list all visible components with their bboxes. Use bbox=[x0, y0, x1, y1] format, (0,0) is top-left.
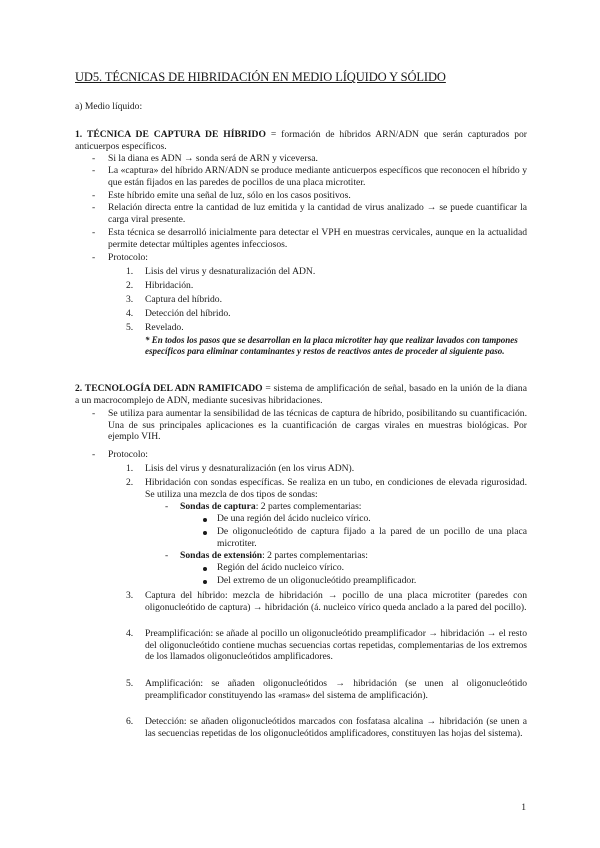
section2-step-4: Preamplificación: se añade al pocillo un oligonucleótido preamplificador → hibridación → el resto del oligonucleótido contiene muchas secuencias cortas repetidas, complementarias de los extremos de los llamados oligonucleótidos amplificadores. bbox=[145, 628, 527, 663]
dash-marker: - bbox=[92, 165, 96, 176]
section1-step-3: Captura del híbrido. bbox=[145, 294, 222, 305]
dash-marker: - bbox=[92, 190, 96, 201]
step-number: 3. bbox=[126, 590, 134, 601]
step-number: 1. bbox=[126, 266, 134, 277]
dash-marker: - bbox=[165, 550, 169, 561]
extension-probes-text: : 2 partes complementarias: bbox=[262, 550, 368, 561]
dash-marker: - bbox=[92, 153, 96, 164]
section2-intro-text: = sistema de amplificación de señal, basado en la unión de la diana a un macrocomplejo de ADN, mediante sucesivas hibridaciones. bbox=[75, 383, 527, 406]
dash-marker: - bbox=[92, 408, 96, 419]
section2-step-3: Captura del híbrido: mezcla de hibridación → pocillo de una placa microtiter (paredes con oligonucleótido de captura) → hibridación (á. nucleico vírico queda anclado a la pared del pocillo). bbox=[145, 590, 527, 613]
dash-marker: - bbox=[92, 252, 96, 263]
section1-intro bbox=[75, 129, 527, 152]
section2-step-5: Amplificación: se añaden oligonucleótidos → hibridación (se unen al oligonucleótido preamplificador constituyendo las «ramas» del sistema de amplificación). bbox=[145, 678, 527, 701]
step-number: 2. bbox=[126, 477, 134, 488]
section1-step-1: Lisis del virus y desnaturalización del ADN. bbox=[145, 266, 316, 277]
dash-marker: - bbox=[92, 449, 96, 460]
dash-marker: - bbox=[92, 227, 96, 238]
section1-step-5: Revelado. bbox=[145, 322, 184, 333]
extension-probes bbox=[180, 550, 527, 562]
capture-item-1: De una región del ácido nucleico vírico. bbox=[217, 513, 371, 524]
section2-bullet-2: Protocolo: bbox=[108, 449, 148, 460]
section1-bullet-1: Si la diana es ADN → sonda será de ARN y viceversa. bbox=[108, 153, 318, 164]
bullet-dot bbox=[203, 580, 207, 584]
bullet-dot bbox=[203, 531, 207, 535]
step-number: 2. bbox=[126, 280, 134, 291]
section1-note: * En todos los pasos que se desarrollan en la placa microtiter hay que realizar lavados con tampones específicos para eliminar contaminantes y restos de reactivos antes de proceder al siguiente paso. bbox=[145, 335, 518, 357]
capture-item-2: De oligonucleótido de captura fijado a la pared de un pocillo de una placa microtiter. bbox=[217, 526, 527, 549]
step-number: 4. bbox=[126, 308, 134, 319]
bullet-dot bbox=[203, 518, 207, 522]
extension-item-2: Del extremo de un oligonucleótido preamplificador. bbox=[217, 575, 417, 586]
capture-probes bbox=[180, 501, 527, 513]
section1-heading: 1. TÉCNICA DE CAPTURA DE HÍBRIDO bbox=[75, 129, 266, 140]
section2-heading: 2. TECNOLOGÍA DEL ADN RAMIFICADO bbox=[75, 383, 263, 394]
step-number: 3. bbox=[126, 294, 134, 305]
step-number: 4. bbox=[126, 628, 134, 639]
step-number: 5. bbox=[126, 322, 134, 333]
section1-bullet-6: Protocolo: bbox=[108, 252, 148, 263]
section2-intro bbox=[75, 383, 527, 406]
capture-probes-text: : 2 partes complementarias: bbox=[255, 501, 362, 512]
extension-item-1: Región del ácido nucleico vírico. bbox=[217, 562, 345, 573]
section2-step-2: Hibridación con sondas específicas. Se realiza en un tubo, en condiciones de elevada rigurosidad. Se utiliza una mezcla de dos tipos de sondas: bbox=[145, 477, 527, 500]
section2-step-6: Detección: se añaden oligonucleótidos marcados con fosfatasa alcalina → hibridación (se unen a las secuencias repetidas de los oligonucleótidos amplificadores, constituyen las hojas del sistema). bbox=[145, 716, 527, 739]
section1-bullet-2: La «captura» del híbrido ARN/ADN se produce mediante anticuerpos específicos que reconocen el híbrido y que están fijados en las paredes de pocillos de una placa microtiter. bbox=[108, 165, 527, 188]
dash-marker: - bbox=[92, 202, 96, 213]
step-number: 5. bbox=[126, 678, 134, 689]
step-number: 6. bbox=[126, 716, 134, 727]
capture-probes-label: Sondas de captura bbox=[180, 501, 256, 512]
section1-bullet-3: Este híbrido emite una señal de luz, sólo en los casos positivos. bbox=[108, 190, 351, 201]
section2-step-1: Lisis del virus y desnaturalización (en los virus ADN). bbox=[145, 463, 355, 474]
bullet-dot bbox=[203, 567, 207, 571]
section1-step-2: Hibridación. bbox=[145, 280, 194, 291]
section2-bullet-1: Se utiliza para aumentar la sensibilidad de las técnicas de captura de híbrido, posibilitando su cuantificación. Una de sus principales aplicaciones es la cuantificación de cargas virales en muestras biológicas. Por ejemplo VIH. bbox=[108, 408, 527, 443]
extension-probes-label: Sondas de extensión bbox=[180, 550, 263, 561]
section1-step-4: Detección del híbrido. bbox=[145, 308, 231, 319]
section1-bullet-5: Esta técnica se desarrolló inicialmente para detectar el VPH en muestras cervicales, aunque en la actualidad permite detectar múltiples agentes infecciosos. bbox=[108, 227, 527, 250]
step-number: 1. bbox=[126, 463, 134, 474]
dash-marker: - bbox=[165, 501, 169, 512]
document-title: UD5. TÉCNICAS DE HIBRIDACIÓN EN MEDIO LÍQUIDO Y SÓLIDO bbox=[75, 70, 446, 84]
subtitle: a) Medio líquido: bbox=[75, 101, 143, 112]
section1-bullet-4: Relación directa entre la cantidad de luz emitida y la cantidad de virus analizado → se puede cuantificar la carga viral presente. bbox=[108, 202, 527, 225]
section1-intro-text: = formación de híbridos ARN/ADN que serán capturados por anticuerpos específicos. bbox=[75, 129, 527, 152]
page-number: 1 bbox=[521, 802, 526, 813]
